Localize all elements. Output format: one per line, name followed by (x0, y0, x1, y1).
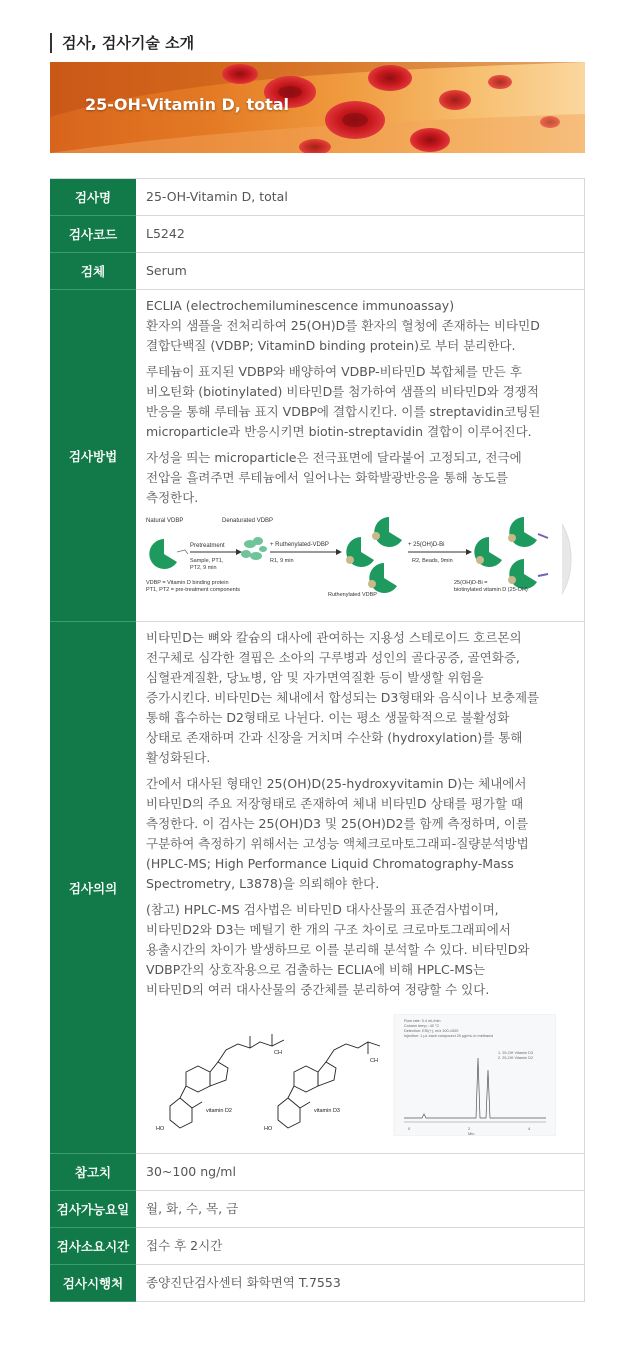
banner-title: 25-OH-Vitamin D, total (85, 95, 290, 114)
chrom-peak-label: 2. 25-OH Vitamin D2 (498, 1056, 533, 1060)
significance-line: 구분하여 측정하기 위해서는 고성능 액체크로마토그래피-질량분석방법 (146, 836, 529, 851)
method-line: ECLIA (electrochemiluminescence immunoassay) (146, 298, 455, 313)
label-performer: 검사시행처 (50, 1265, 136, 1302)
label-reference: 참고치 (50, 1154, 136, 1191)
chrom-x-label: Min (468, 1131, 475, 1136)
significance-line: 비타민D의 여러 대사산물의 중간체를 분리하여 정량할 수 있다. (146, 982, 490, 997)
method-line: 환자의 샘플을 전처리하여 25(OH)D를 환자의 혈청에 존재하는 비타민D (146, 318, 540, 333)
row-specimen (50, 253, 585, 290)
diagram-ruth-add: + Ruthenylated-VDBP (270, 542, 329, 548)
significance-line: 비타민D는 뼈와 칼슘의 대사에 관여하는 지용성 스테로이드 호르몬의 (146, 630, 522, 645)
chrom-x-tick: 4 (528, 1126, 531, 1131)
method-line: 비오틴화 (biotinylated) 비타민D를 첨가하여 샘플의 비타민D와 경쟁적 (146, 384, 539, 399)
row-performer (50, 1265, 585, 1302)
test-info-table (50, 178, 585, 1302)
diagram-legend-2: PT1, PT2 = pre-treatment components (146, 587, 241, 593)
row-test-name (50, 179, 585, 216)
method-line: microparticle과 반응시키면 biotin-streptavidin 결합이 이루어진다. (146, 424, 532, 439)
vitamin-d3-structure (278, 1042, 380, 1128)
value-test-name: 25-OH-Vitamin D, total (136, 179, 585, 216)
vd2-ho: HO (156, 1126, 165, 1132)
label-method: 검사방법 (50, 290, 136, 622)
diagram-bi-label-2: biotinylated vitamin D (25-OH) (454, 587, 528, 593)
significance-line: 측정한다. 이 검사는 25(OH)D3 및 25(OH)D2를 함께 측정하며, 이를 (146, 816, 529, 831)
diagram-ruth-label: Ruthenylated VDBP (328, 592, 377, 598)
diagram-sample: Sample, PT1, (190, 558, 224, 564)
method-line: 루테늄이 표지된 VDBP와 배양하여 VDBP-비타민D 복합체를 만든 후 (146, 364, 522, 379)
page-title: 검사, 검사기술 소개 (50, 33, 194, 53)
chrom-info-line: Detection: ESI(+), m/z 100-1000 (404, 1029, 459, 1033)
label-specimen: 검체 (50, 253, 136, 290)
label-test-name: 검사명 (50, 179, 136, 216)
significance-line: (참고) HPLC-MS 검사법은 비타민D 대사산물의 표준검사법이며, (146, 902, 499, 917)
value-performer: 종양진단검사센터 화학면역 T.7553 (136, 1265, 585, 1302)
vitamin-d-figure (146, 1014, 556, 1136)
significance-line: 상태로 존재하며 간과 신장을 거치며 수산화 (hydroxylation)를 통해 (146, 730, 523, 745)
diagram-legend-1: VDBP = Vitamin D binding protein (146, 580, 229, 586)
chrom-info-line: Column temp.: 40 °C (404, 1024, 440, 1028)
method-line: 결합단백질 (VDBP; VitaminD binding protein)로 부터 분리한다. (146, 338, 516, 353)
significance-line: Spectrometry, L3878)을 의뢰해야 한다. (146, 876, 380, 891)
label-days: 검사가능요일 (50, 1191, 136, 1228)
significance-line: VDBP간의 상호작용으로 검출하는 ECLIA에 비해 HPLC-MS는 (146, 962, 486, 977)
chrom-peak-label: 1. 25-OH Vitamin D3 (498, 1051, 533, 1055)
vd2-label: vitamin D2 (206, 1108, 232, 1114)
row-method (50, 290, 585, 622)
method-line: 전압을 흘려주면 루테늄에서 일어나는 화학발광반응을 통해 농도를 (146, 470, 508, 485)
vd3-ho: HO (264, 1126, 273, 1132)
significance-line: 활성화된다. (146, 750, 211, 765)
significance-line: 전구체로 심각한 결핍은 소아의 구루병과 성인의 골다공증, 골연화증, (146, 650, 520, 665)
significance-line: 비타민D2와 D3는 메틸기 한 개의 구조 차이로 크로마토그래피에서 (146, 922, 511, 937)
diagram-pt2: PT2, 9 min (190, 565, 217, 571)
diagram-denatured-vdbp: Denaturated VDBP (222, 518, 274, 524)
value-days: 월, 화, 수, 목, 금 (136, 1191, 585, 1228)
value-reference: 30~100 ng/ml (136, 1154, 585, 1191)
method-line: 반응을 통해 루테늄 표지 VDBP에 결합시킨다. 이를 streptavidin코팅된 (146, 404, 541, 419)
label-turnaround: 검사소요시간 (50, 1228, 136, 1265)
method-line: 자성을 띄는 microparticle은 전극표면에 달라붙어 고정되고, 전극에 (146, 450, 522, 465)
vd3-ch3: CH (370, 1058, 378, 1064)
significance-line: 용출시간의 차이가 발생하므로 이를 분리해 분석할 수 있다. 비타민D와 (146, 942, 530, 957)
significance-line: 통해 흡수하는 D2형태로 나뉜다. 이는 평소 생물학적으로 불활성화 (146, 710, 510, 725)
vd3-label: vitamin D3 (314, 1108, 340, 1114)
chromatogram (394, 1014, 556, 1136)
chrom-info-line: Flow rate: 0.4 mL/min (404, 1019, 441, 1023)
eclia-diagram (146, 514, 574, 600)
row-turnaround (50, 1228, 585, 1265)
diagram-bi-add: + 25(OH)D-Bi (408, 542, 445, 548)
chrom-info-line: Injection: 1 μL each compound 20 μg/mL in methanol (404, 1034, 494, 1038)
value-test-code: L5242 (136, 216, 585, 253)
significance-line: (HPLC-MS; High Performance Liquid Chromatography-Mass (146, 856, 514, 871)
banner (50, 62, 585, 153)
method-line: 측정한다. (146, 490, 199, 505)
significance-line: 증가시킨다. 비타민D는 체내에서 합성되는 D3형태와 음식이나 보충제를 (146, 690, 540, 705)
natural-vdbp-icon (149, 539, 177, 569)
value-significance (136, 622, 585, 1154)
significance-line: 심혈관계질환, 당뇨병, 암 및 자가면역질환 등이 발생할 위험을 (146, 670, 484, 685)
significance-line: 비타민D의 주요 저장형태로 존재하여 체내 비타민D 상태를 평가할 때 (146, 796, 524, 811)
denatured-vdbp-icon (241, 537, 267, 560)
diagram-pretreatment: Pretreatment (190, 543, 225, 549)
value-specimen: Serum (136, 253, 585, 290)
row-days (50, 1191, 585, 1228)
significance-line: 간에서 대사된 형태인 25(OH)D(25-hydroxyvitamin D)는 체내에서 (146, 776, 527, 791)
value-method (136, 290, 585, 622)
row-test-code (50, 216, 585, 253)
row-reference (50, 1154, 585, 1191)
row-significance (50, 622, 585, 1154)
diagram-r1: R1, 9 min (270, 558, 294, 564)
label-significance: 검사의의 (50, 622, 136, 1154)
diagram-natural-vdbp: Natural VDBP (146, 518, 184, 524)
vd2-ch3: CH (274, 1050, 282, 1056)
chrom-x-tick: 0 (408, 1126, 411, 1131)
value-turnaround: 접수 후 2시간 (136, 1228, 585, 1265)
label-test-code: 검사코드 (50, 216, 136, 253)
diagram-bi-label-1: 25(OH)D-Bi = (454, 580, 488, 586)
chrom-x-tick: 2 (468, 1126, 471, 1131)
diagram-r2: R2, Beads, 9min (412, 558, 453, 564)
